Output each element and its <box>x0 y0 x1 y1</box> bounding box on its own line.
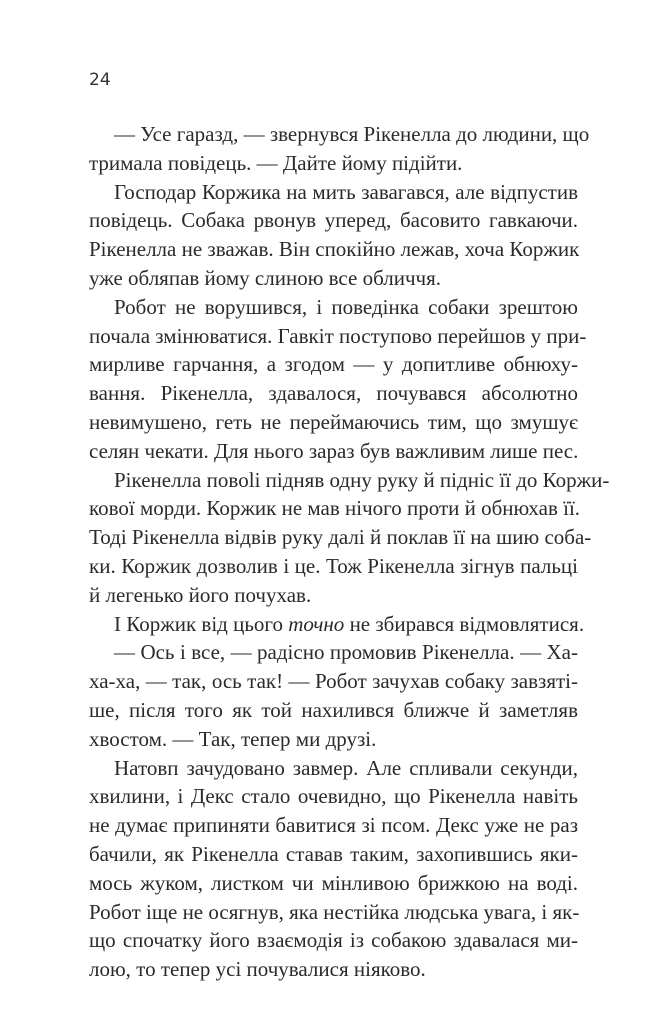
paragraph <box>89 638 578 753</box>
text-line: що спочатку його взаємодія із собакою здавалася ми- <box>89 928 578 953</box>
text-line: Робот не ворушився, і поведінка собаки зрештою <box>114 294 578 319</box>
text-line: — Ось і все, — радісно промовив Рікенелла. — Ха- <box>114 640 578 665</box>
text-line: тримала повідець. — Дайте йому підійти. <box>89 150 463 175</box>
text-line: мось жуком, листком чи мінливою брижкою на воді. <box>89 870 578 895</box>
text-line: селян чекати. Для нього зараз був важливим лише пес. <box>89 438 579 463</box>
text-line: ки. Коржик дозволив і це. Тож Рікенелла зігнув пальці <box>89 553 578 578</box>
text-line: хвилини, і Декс стало очевидно, що Рікенелла навіть <box>89 784 578 809</box>
text-line: — Усе гаразд, — звернувся Рікенелла до людини, що <box>114 122 590 146</box>
paragraph <box>89 120 590 178</box>
text-line: лою, то тепер усі почувалися ніяково. <box>89 957 426 982</box>
text-line: невимушено, геть не переймаючись тим, що змушує <box>89 409 578 434</box>
text-line: ше, після того як той нахилився ближче й заметляв <box>89 697 578 722</box>
paragraph <box>89 466 610 610</box>
text-line: Господар Коржика на мить завагався, але відпустив <box>114 179 578 204</box>
text-line: Натовп зачудовано завмер. Але спливали секунди, <box>114 755 578 780</box>
emphasized-word: точно <box>288 611 345 636</box>
text-segment: І Коржик від цього <box>114 611 289 636</box>
page-number: 24 <box>89 70 111 90</box>
paragraph <box>89 610 585 639</box>
text-line: Робот іще не осягнув, яка нестійка людська увага, і як- <box>89 899 580 924</box>
text-line: повідець. Собака рвонув уперед, басовито гавкаючи. <box>89 208 578 233</box>
body-text <box>89 120 610 984</box>
text-line: хвостом. — Так, тепер ми друзі. <box>89 726 377 751</box>
text-segment: не збирався відмовлятися. <box>344 611 585 636</box>
text-line: почала змінюватися. Гавкіт поступово перейшов у при- <box>89 323 587 348</box>
text-line: уже обляпав йому слиною все обличчя. <box>89 265 441 290</box>
text-line: Рікенелла не зважав. Він спокійно лежав, хоча Коржик <box>89 237 580 262</box>
text-line: не думає припиняти бавитися зі псом. Декс уже не раз <box>89 813 578 838</box>
text-line: вання. Рікенелла, здавалося, почувався абсолютно <box>89 381 578 406</box>
text-line: мирливе гарчання, а згодом — у допитливе обнюху- <box>89 352 578 377</box>
text-line: ха-ха, — так, ось так! — Робот зачухав собаку завзяті- <box>89 669 578 694</box>
text-line: Тоді Рікенелла відвів руку далі й поклав її на шию соба- <box>89 525 592 550</box>
text-line <box>89 610 585 639</box>
text-line: Рікенелла повolі підняв одну руку й підніс її до Коржи- <box>114 467 610 492</box>
text-line: кової морди. Коржик не мав нічого проти й обнюхав її. <box>89 496 581 521</box>
text-line: й легенько його почухав. <box>89 582 312 607</box>
paragraph <box>89 178 578 293</box>
paragraph <box>89 754 578 984</box>
text-line: бачили, як Рікенелла ставав таким, захопившись яки- <box>89 841 578 866</box>
paragraph <box>89 293 587 466</box>
